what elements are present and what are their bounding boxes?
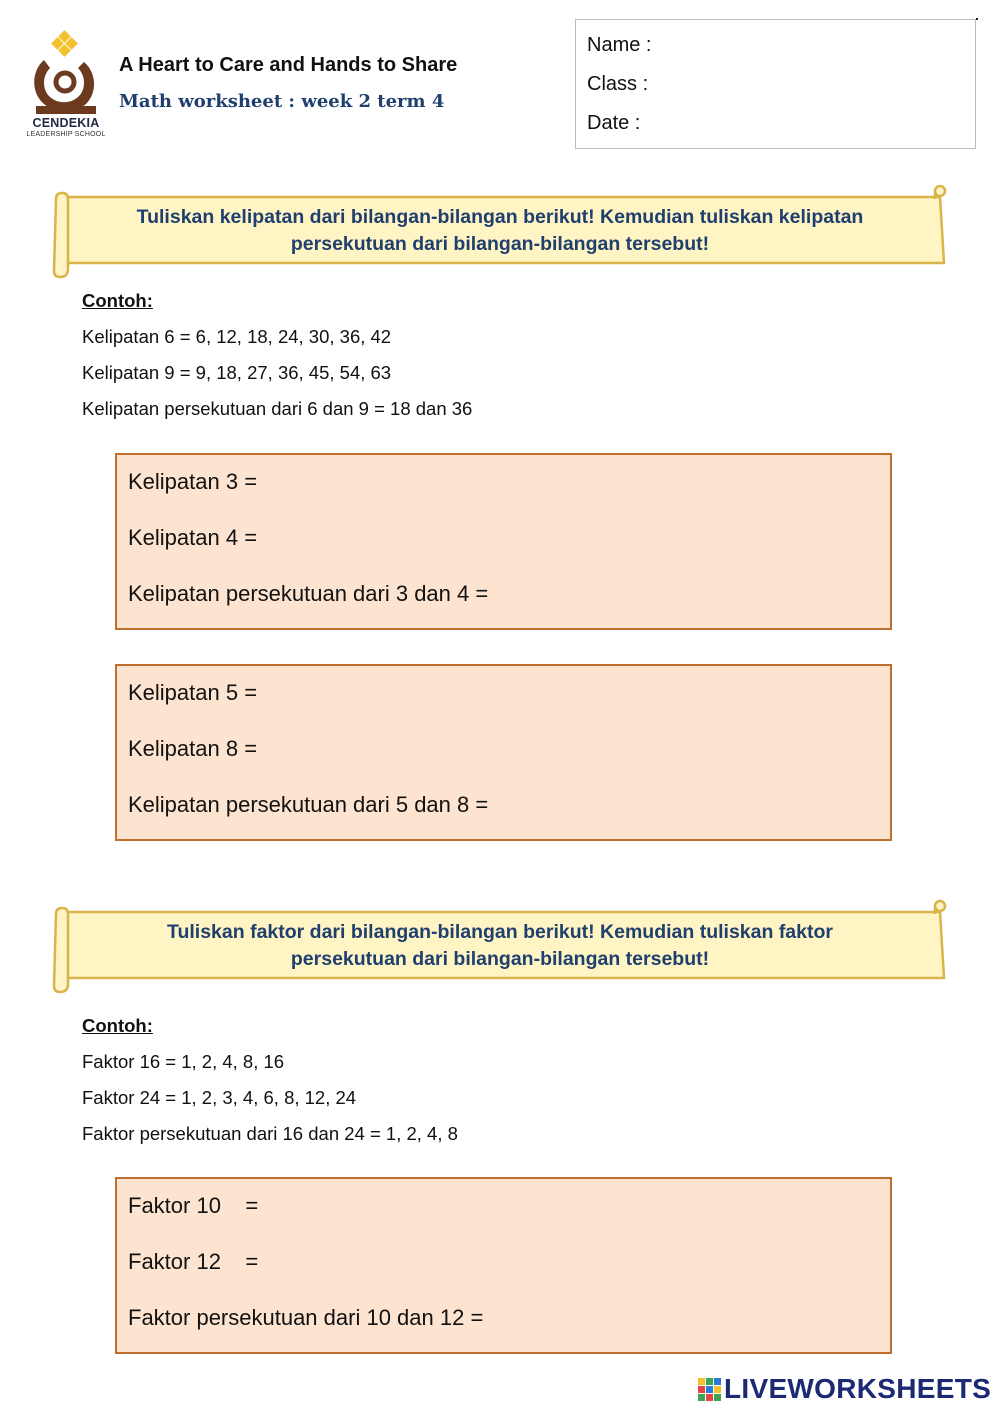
- student-info-box: [575, 19, 976, 149]
- example-heading: Contoh:: [82, 290, 153, 311]
- date-field-label[interactable]: Date :: [587, 112, 641, 134]
- logo-school-name: CENDEKIA: [32, 116, 100, 130]
- answer-prompt[interactable]: Faktor 10 =: [128, 1193, 259, 1218]
- answer-prompt[interactable]: Faktor 12 =: [128, 1249, 259, 1274]
- example-line: Kelipatan persekutuan dari 6 dan 9 = 18 dan 36: [82, 398, 473, 419]
- logo-school-subtitle: LEADERSHIP SCHOOL: [26, 131, 106, 138]
- example-line: Faktor 24 = 1, 2, 3, 4, 6, 8, 12, 24: [82, 1087, 357, 1108]
- answer-box-multiples-5-8: [115, 664, 892, 841]
- liveworksheets-logo-icon: [698, 1378, 722, 1402]
- name-field-label[interactable]: Name :: [587, 34, 652, 56]
- instruction-text-line2: persekutuan dari bilangan-bilangan tersebut!: [290, 948, 710, 970]
- answer-prompt[interactable]: Kelipatan 4 =: [128, 525, 258, 550]
- answer-box-factors-10-12: [115, 1177, 892, 1354]
- example-line: Faktor persekutuan dari 16 dan 24 = 1, 2, 4, 8: [82, 1123, 458, 1144]
- answer-prompt[interactable]: Faktor persekutuan dari 10 dan 12 =: [128, 1305, 484, 1330]
- instruction-banner-multiples: [50, 183, 950, 279]
- example-line: Kelipatan 9 = 9, 18, 27, 36, 45, 54, 63: [82, 362, 392, 383]
- corner-mark: [976, 18, 978, 20]
- instruction-text-line1: Tuliskan kelipatan dari bilangan-bilangan berikut! Kemudian tuliskan kelipatan: [136, 206, 864, 228]
- example-line: Faktor 16 = 1, 2, 4, 8, 16: [82, 1051, 285, 1072]
- answer-prompt[interactable]: Kelipatan persekutuan dari 5 dan 8 =: [128, 792, 489, 817]
- worksheet-title: Math worksheet : week 2 term 4: [119, 91, 445, 112]
- answer-prompt[interactable]: Kelipatan 8 =: [128, 736, 258, 761]
- instruction-text-line1: Tuliskan faktor dari bilangan-bilangan berikut! Kemudian tuliskan faktor: [167, 921, 833, 943]
- answer-prompt[interactable]: Kelipatan persekutuan dari 3 dan 4 =: [128, 581, 489, 606]
- example-line: Kelipatan 6 = 6, 12, 18, 24, 30, 36, 42: [82, 326, 392, 347]
- answer-prompt[interactable]: Kelipatan 3 =: [128, 469, 258, 494]
- example-heading: Contoh:: [82, 1015, 153, 1036]
- answer-prompt[interactable]: Kelipatan 5 =: [128, 680, 258, 705]
- instruction-banner-factors: [50, 898, 950, 994]
- instruction-text-line2: persekutuan dari bilangan-bilangan tersebut!: [290, 233, 710, 255]
- class-field-label[interactable]: Class :: [587, 73, 649, 95]
- school-motto: A Heart to Care and Hands to Share: [119, 54, 458, 76]
- liveworksheets-brand[interactable]: LIVEWORKSHEETS: [724, 1373, 992, 1404]
- answer-box-multiples-3-4: [115, 453, 892, 630]
- logo-emblem-icon: [22, 30, 112, 120]
